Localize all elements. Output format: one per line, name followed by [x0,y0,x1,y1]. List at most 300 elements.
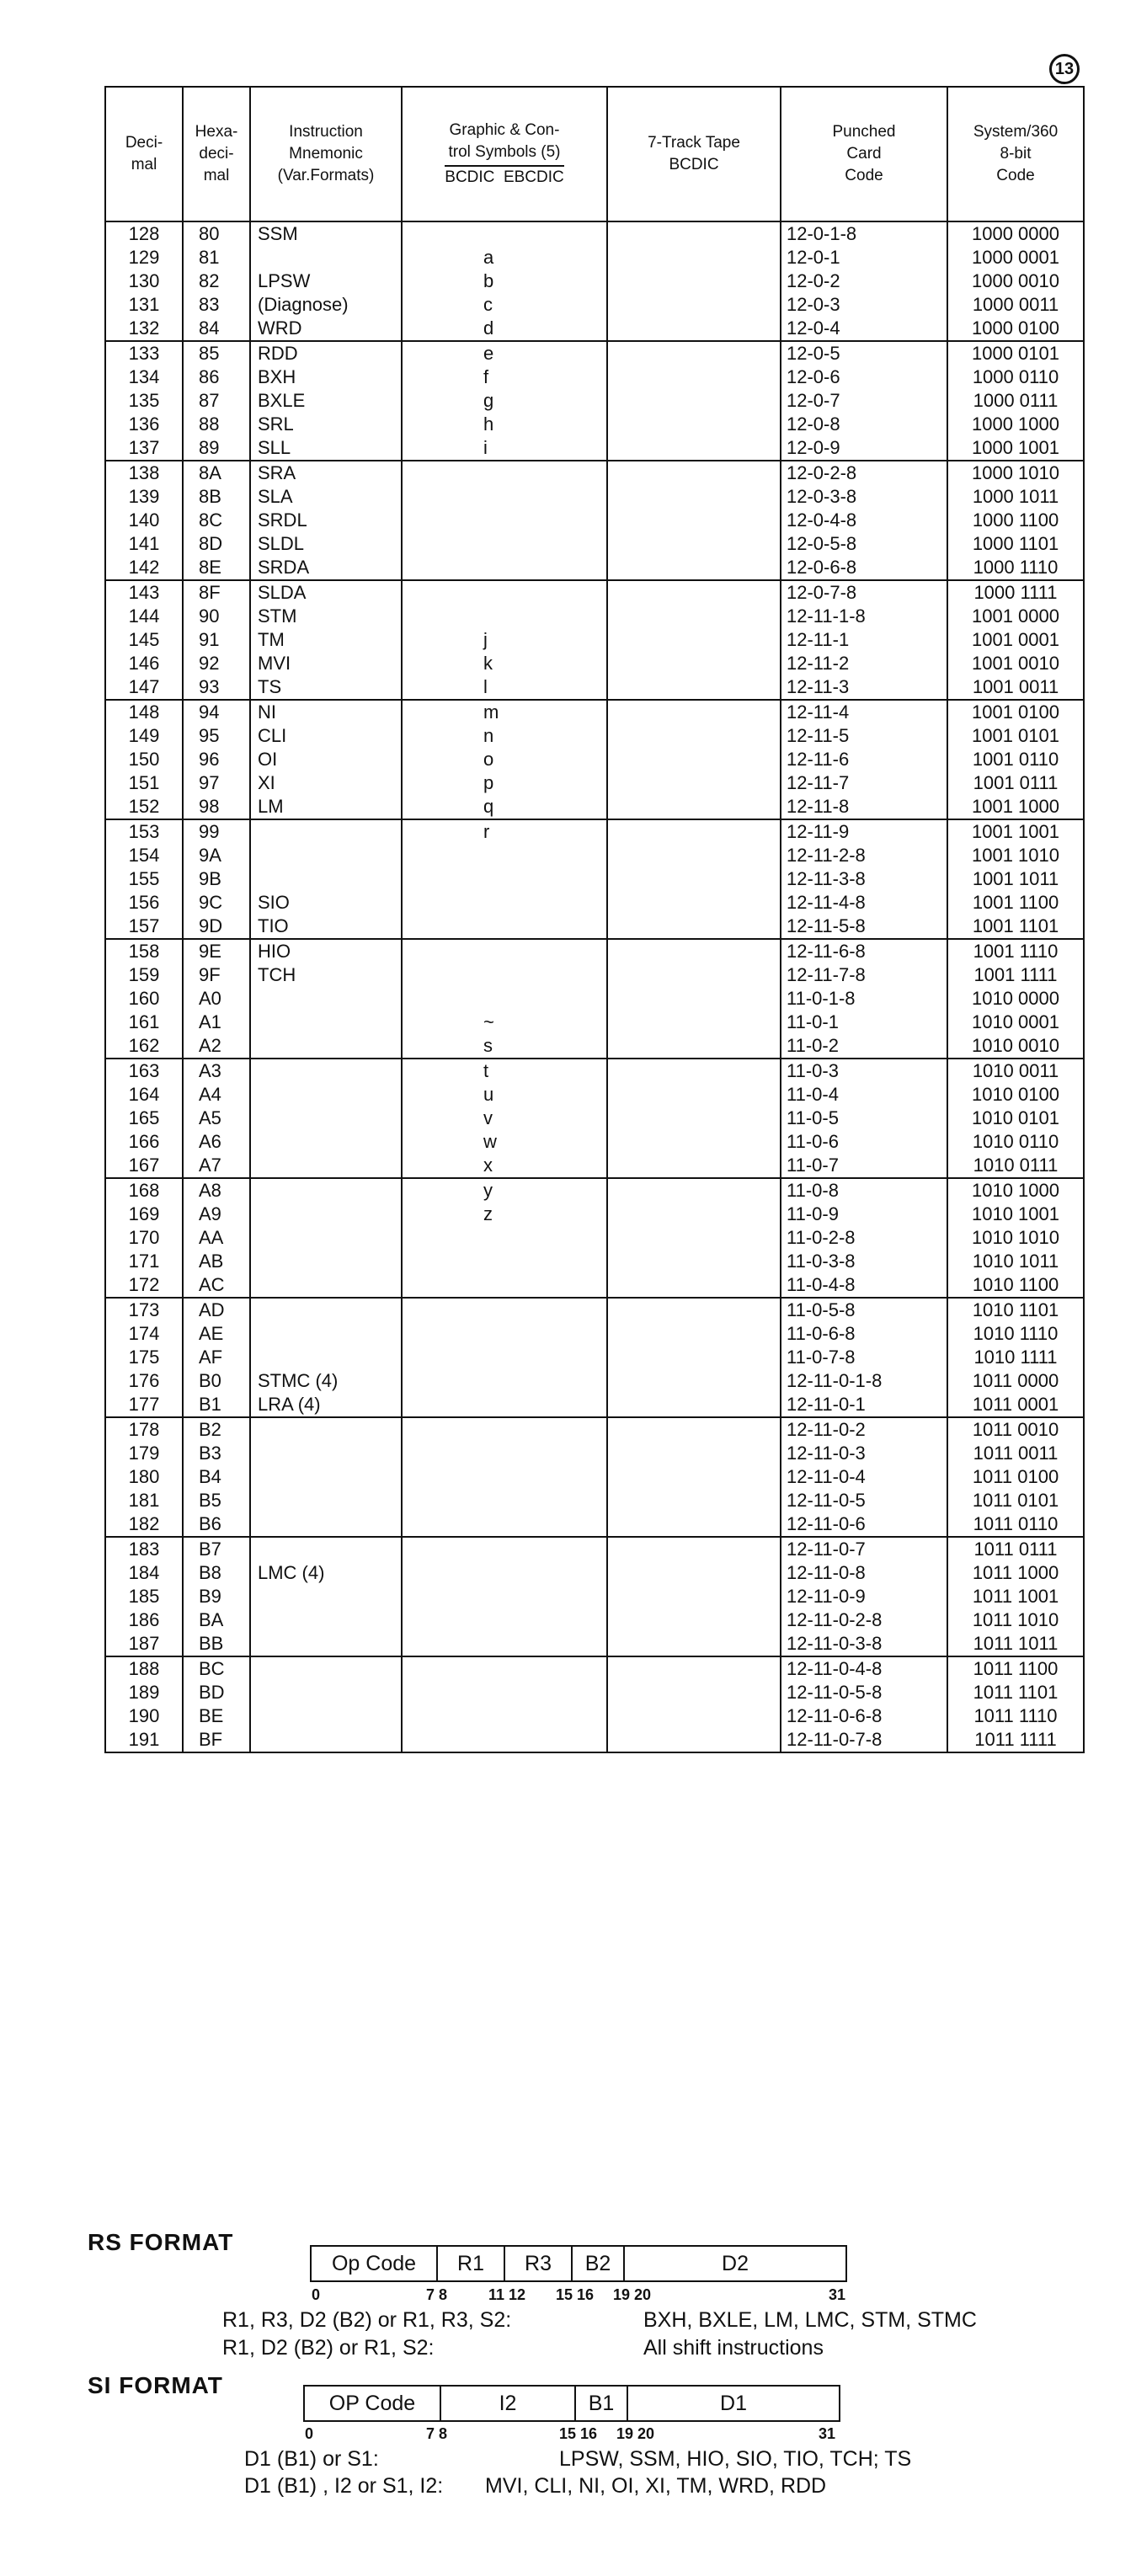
rs-bit-31: 31 [829,2286,846,2303]
cell-decimal: 159 [105,963,183,987]
cell-system360-code: 1000 1000 [947,413,1084,436]
cell-hex: 8E [183,556,250,580]
cell-card-code: 11-0-4-8 [781,1273,947,1298]
cell-graphic [402,1585,607,1608]
cell-system360-code: 1011 0110 [947,1512,1084,1537]
cell-hex: 82 [183,269,250,293]
cell-graphic [402,605,607,628]
cell-graphic: d [402,317,607,341]
table-row [105,1417,1084,1442]
table-row [105,748,1084,771]
cell-card-code: 12-11-1-8 [781,605,947,628]
cell-mnemonic: TM [250,628,402,652]
table-row [105,1130,1084,1154]
cell-decimal: 186 [105,1608,183,1632]
cell-card-code: 12-11-2-8 [781,844,947,867]
cell-card-code: 12-11-0-2-8 [781,1608,947,1632]
table-row [105,341,1084,365]
table-row [105,436,1084,461]
cell-card-code: 12-11-5-8 [781,915,947,939]
cell-mnemonic: SSM [250,221,402,246]
cell-mnemonic: SLDL [250,532,402,556]
cell-system360-code: 1010 1110 [947,1322,1084,1346]
header-graphic-sub: BCDIC EBCDIC [445,165,563,189]
table-row [105,246,1084,269]
cell-tape [607,1608,781,1632]
cell-hex: 8A [183,461,250,485]
cell-tape [607,1632,781,1656]
cell-graphic: f [402,365,607,389]
cell-hex: BD [183,1681,250,1704]
cell-card-code: 11-0-5-8 [781,1298,947,1322]
cell-mnemonic: BXH [250,365,402,389]
cell-system360-code: 1000 1110 [947,556,1084,580]
cell-mnemonic: SIO [250,891,402,915]
table-row [105,269,1084,293]
cell-tape [607,1561,781,1585]
si-d1-cell: D1 [720,2392,747,2415]
cell-tape [607,1011,781,1034]
cell-mnemonic: CLI [250,724,402,748]
cell-graphic [402,1417,607,1442]
cell-card-code: 11-0-4 [781,1083,947,1107]
cell-system360-code: 1001 1001 [947,819,1084,844]
cell-tape [607,461,781,485]
cell-hex: AC [183,1273,250,1298]
rs-format-box [310,2245,847,2282]
rs-r3-cell: R3 [505,2247,573,2280]
cell-mnemonic: SRL [250,413,402,436]
cell-decimal: 157 [105,915,183,939]
cell-card-code: 12-0-1-8 [781,221,947,246]
cell-system360-code: 1010 0011 [947,1059,1084,1083]
cell-tape [607,1442,781,1465]
cell-graphic: w [402,1130,607,1154]
cell-graphic: n [402,724,607,748]
table-body [105,221,1084,1752]
table-row [105,1608,1084,1632]
cell-system360-code: 1011 0001 [947,1393,1084,1417]
cell-decimal: 154 [105,844,183,867]
cell-graphic [402,580,607,605]
cell-decimal: 135 [105,389,183,413]
cell-card-code: 12-0-9 [781,436,947,461]
cell-hex: B4 [183,1465,250,1489]
cell-hex: 97 [183,771,250,795]
cell-card-code: 12-11-3 [781,675,947,700]
cell-hex: 90 [183,605,250,628]
cell-tape [607,891,781,915]
cell-card-code: 11-0-6-8 [781,1322,947,1346]
cell-tape [607,1083,781,1107]
si-opcode-cell: OP Code [305,2387,441,2420]
cell-card-code: 12-0-6-8 [781,556,947,580]
cell-tape [607,413,781,436]
cell-decimal: 177 [105,1393,183,1417]
cell-system360-code: 1011 1111 [947,1728,1084,1752]
cell-tape [607,1681,781,1704]
cell-hex: B2 [183,1417,250,1442]
table-row [105,221,1084,246]
cell-decimal: 150 [105,748,183,771]
cell-system360-code: 1011 1010 [947,1608,1084,1632]
table-row [105,365,1084,389]
cell-card-code: 12-11-4 [781,700,947,724]
cell-graphic: a [402,246,607,269]
cell-graphic: v [402,1107,607,1130]
rs-b2-cell: B2 [573,2247,625,2280]
cell-mnemonic [250,1656,402,1681]
cell-mnemonic [250,1489,402,1512]
cell-mnemonic [250,1011,402,1034]
cell-system360-code: 1001 1010 [947,844,1084,867]
cell-card-code: 12-11-0-1 [781,1393,947,1417]
cell-card-code: 12-0-4-8 [781,509,947,532]
cell-system360-code: 1011 0010 [947,1417,1084,1442]
cell-tape [607,532,781,556]
cell-card-code: 12-0-7-8 [781,580,947,605]
cell-decimal: 161 [105,1011,183,1034]
cell-graphic [402,1512,607,1537]
cell-system360-code: 1010 1010 [947,1226,1084,1250]
cell-system360-code: 1010 0001 [947,1011,1084,1034]
cell-card-code: 12-11-0-6 [781,1512,947,1537]
cell-graphic [402,1322,607,1346]
cell-system360-code: 1001 1000 [947,795,1084,819]
si-b1-cell: B1 [576,2387,628,2420]
cell-graphic [402,221,607,246]
cell-system360-code: 1000 0100 [947,317,1084,341]
cell-system360-code: 1010 0101 [947,1107,1084,1130]
cell-card-code: 12-11-0-7-8 [781,1728,947,1752]
table-row [105,485,1084,509]
cell-hex: 86 [183,365,250,389]
cell-hex: B6 [183,1512,250,1537]
cell-system360-code: 1010 0000 [947,987,1084,1011]
cell-mnemonic: LPSW [250,269,402,293]
cell-mnemonic [250,1178,402,1203]
page-number: 13 [1049,54,1080,84]
cell-hex: 9E [183,939,250,963]
rs-bit-11-12: 11 12 [488,2286,526,2303]
cell-mnemonic: SRDL [250,509,402,532]
cell-hex: 8B [183,485,250,509]
cell-card-code: 12-11-0-2 [781,1417,947,1442]
cell-hex: A2 [183,1034,250,1059]
cell-hex: 9D [183,915,250,939]
cell-decimal: 138 [105,461,183,485]
header-system360: System/360 8-bit Code [947,87,1084,221]
cell-card-code: 11-0-9 [781,1203,947,1226]
si-format-label: SI FORMAT [88,2372,223,2398]
cell-graphic: ~ [402,1011,607,1034]
cell-decimal: 190 [105,1704,183,1728]
cell-system360-code: 1001 0100 [947,700,1084,724]
cell-card-code: 12-11-0-4 [781,1465,947,1489]
cell-hex: 99 [183,819,250,844]
cell-card-code: 11-0-2-8 [781,1226,947,1250]
cell-mnemonic: STM [250,605,402,628]
table-row [105,915,1084,939]
cell-hex: 83 [183,293,250,317]
table-row [105,1011,1084,1034]
cell-card-code: 11-0-2 [781,1034,947,1059]
cell-tape [607,580,781,605]
cell-card-code: 12-11-0-5 [781,1489,947,1512]
cell-system360-code: 1010 1101 [947,1298,1084,1322]
cell-tape [607,724,781,748]
cell-tape [607,556,781,580]
cell-decimal: 141 [105,532,183,556]
cell-card-code: 12-0-1 [781,246,947,269]
cell-card-code: 12-11-4-8 [781,891,947,915]
cell-decimal: 175 [105,1346,183,1369]
cell-system360-code: 1000 0110 [947,365,1084,389]
cell-card-code: 12-11-0-8 [781,1561,947,1585]
table-row [105,509,1084,532]
cell-decimal: 178 [105,1417,183,1442]
cell-card-code: 11-0-3 [781,1059,947,1083]
cell-hex: AB [183,1250,250,1273]
cell-graphic [402,915,607,939]
table-row [105,652,1084,675]
cell-decimal: 139 [105,485,183,509]
table-row [105,1561,1084,1585]
cell-hex: A5 [183,1107,250,1130]
cell-hex: B8 [183,1561,250,1585]
table-row [105,532,1084,556]
cell-decimal: 151 [105,771,183,795]
cell-system360-code: 1011 0111 [947,1537,1084,1561]
cell-tape [607,652,781,675]
rs-bit-0: 0 [312,2286,321,2303]
cell-tape [607,1298,781,1322]
cell-mnemonic [250,1273,402,1298]
cell-decimal: 187 [105,1632,183,1656]
cell-decimal: 140 [105,509,183,532]
cell-tape [607,485,781,509]
cell-decimal: 155 [105,867,183,891]
cell-system360-code: 1010 0100 [947,1083,1084,1107]
cell-graphic [402,939,607,963]
cell-system360-code: 1010 1011 [947,1250,1084,1273]
cell-hex: 8D [183,532,250,556]
cell-system360-code: 1011 0100 [947,1465,1084,1489]
header-tape: 7-Track Tape BCDIC [607,87,781,221]
cell-tape [607,867,781,891]
cell-tape [607,1178,781,1203]
cell-card-code: 12-11-2 [781,652,947,675]
si-i2-cell: I2 [441,2387,576,2420]
cell-graphic [402,556,607,580]
table-row [105,1034,1084,1059]
cell-hex: 81 [183,246,250,269]
cell-hex: AF [183,1346,250,1369]
cell-decimal: 183 [105,1537,183,1561]
table-row [105,987,1084,1011]
cell-mnemonic: STMC (4) [250,1369,402,1393]
cell-decimal: 166 [105,1130,183,1154]
cell-hex: B0 [183,1369,250,1393]
cell-decimal: 184 [105,1561,183,1585]
cell-mnemonic [250,1608,402,1632]
table-row [105,413,1084,436]
table-row [105,1512,1084,1537]
rs-opcode-cell: Op Code [312,2247,438,2280]
table-row [105,867,1084,891]
cell-mnemonic [250,1632,402,1656]
cell-hex: 9C [183,891,250,915]
cell-decimal: 172 [105,1273,183,1298]
rs-note-1-right: BXH, BXLE, LM, LMC, STM, STMC [643,2308,977,2332]
cell-system360-code: 1010 1100 [947,1273,1084,1298]
cell-card-code: 12-11-6-8 [781,939,947,963]
cell-card-code: 12-0-2-8 [781,461,947,485]
cell-hex: 94 [183,700,250,724]
rs-r1-cell: R1 [438,2247,505,2280]
table-row [105,1107,1084,1130]
cell-graphic [402,461,607,485]
cell-decimal: 160 [105,987,183,1011]
cell-graphic [402,509,607,532]
cell-system360-code: 1010 1001 [947,1203,1084,1226]
cell-hex: 80 [183,221,250,246]
cell-card-code: 11-0-6 [781,1130,947,1154]
cell-hex: A7 [183,1154,250,1178]
si-format-box [303,2385,840,2422]
cell-graphic [402,1346,607,1369]
cell-mnemonic: RDD [250,341,402,365]
si-bit-31: 31 [819,2425,836,2442]
table-row [105,771,1084,795]
cell-graphic [402,1632,607,1656]
cell-system360-code: 1011 1100 [947,1656,1084,1681]
cell-system360-code: 1011 1101 [947,1681,1084,1704]
cell-graphic: o [402,748,607,771]
cell-system360-code: 1000 0001 [947,246,1084,269]
cell-card-code: 12-11-7 [781,771,947,795]
table-row [105,1489,1084,1512]
cell-hex: 89 [183,436,250,461]
cell-graphic: q [402,795,607,819]
table-row [105,1704,1084,1728]
cell-card-code: 12-0-4 [781,317,947,341]
table-row [105,1346,1084,1369]
code-table [104,86,1085,1753]
cell-tape [607,221,781,246]
cell-card-code: 12-0-5 [781,341,947,365]
cell-graphic [402,1442,607,1465]
si-bit-7-8: 7 8 [426,2425,448,2442]
cell-graphic: c [402,293,607,317]
cell-graphic [402,1298,607,1322]
cell-tape [607,1273,781,1298]
cell-system360-code: 1011 0011 [947,1442,1084,1465]
table-row [105,1059,1084,1083]
cell-decimal: 176 [105,1369,183,1393]
rs-bit-19-20: 19 20 [613,2286,652,2303]
cell-hex: 85 [183,341,250,365]
rs-d2-cell: D2 [722,2252,749,2275]
cell-graphic: z [402,1203,607,1226]
cell-hex: BC [183,1656,250,1681]
cell-tape [607,293,781,317]
cell-tape [607,1512,781,1537]
cell-system360-code: 1010 0010 [947,1034,1084,1059]
cell-decimal: 181 [105,1489,183,1512]
cell-tape [607,436,781,461]
cell-tape [607,844,781,867]
cell-graphic: p [402,771,607,795]
cell-decimal: 180 [105,1465,183,1489]
si-bit-15-16: 15 16 [559,2425,598,2442]
cell-tape [607,1250,781,1273]
si-bit-19-20: 19 20 [616,2425,655,2442]
cell-graphic [402,1561,607,1585]
cell-graphic: m [402,700,607,724]
cell-system360-code: 1001 1100 [947,891,1084,915]
cell-card-code: 12-0-8 [781,413,947,436]
cell-system360-code: 1000 1010 [947,461,1084,485]
cell-mnemonic: (Diagnose) [250,293,402,317]
cell-card-code: 11-0-3-8 [781,1250,947,1273]
cell-tape [607,605,781,628]
cell-hex: A8 [183,1178,250,1203]
cell-decimal: 152 [105,795,183,819]
cell-mnemonic [250,819,402,844]
cell-mnemonic [250,1681,402,1704]
cell-system360-code: 1011 1000 [947,1561,1084,1585]
cell-decimal: 133 [105,341,183,365]
cell-mnemonic [250,1298,402,1322]
cell-mnemonic: TCH [250,963,402,987]
cell-graphic: i [402,436,607,461]
cell-decimal: 131 [105,293,183,317]
cell-card-code: 11-0-5 [781,1107,947,1130]
cell-decimal: 137 [105,436,183,461]
cell-card-code: 11-0-7 [781,1154,947,1178]
cell-tape [607,1034,781,1059]
cell-hex: 93 [183,675,250,700]
cell-decimal: 147 [105,675,183,700]
cell-mnemonic [250,1442,402,1465]
table-row [105,700,1084,724]
table-row [105,891,1084,915]
si-note-2-right: MVI, CLI, NI, OI, XI, TM, WRD, RDD [485,2474,827,2498]
cell-hex: BB [183,1632,250,1656]
cell-mnemonic [250,844,402,867]
table-row [105,605,1084,628]
cell-decimal: 146 [105,652,183,675]
cell-graphic [402,987,607,1011]
table-row [105,1656,1084,1681]
cell-tape [607,1130,781,1154]
cell-graphic [402,963,607,987]
cell-mnemonic [250,1107,402,1130]
cell-system360-code: 1010 1111 [947,1346,1084,1369]
cell-tape [607,987,781,1011]
cell-hex: 9A [183,844,250,867]
table-row [105,844,1084,867]
cell-system360-code: 1001 0101 [947,724,1084,748]
cell-hex: B5 [183,1489,250,1512]
cell-hex: 84 [183,317,250,341]
cell-tape [607,1393,781,1417]
cell-system360-code: 1000 0111 [947,389,1084,413]
cell-system360-code: 1001 1011 [947,867,1084,891]
cell-tape [607,819,781,844]
cell-hex: 87 [183,389,250,413]
